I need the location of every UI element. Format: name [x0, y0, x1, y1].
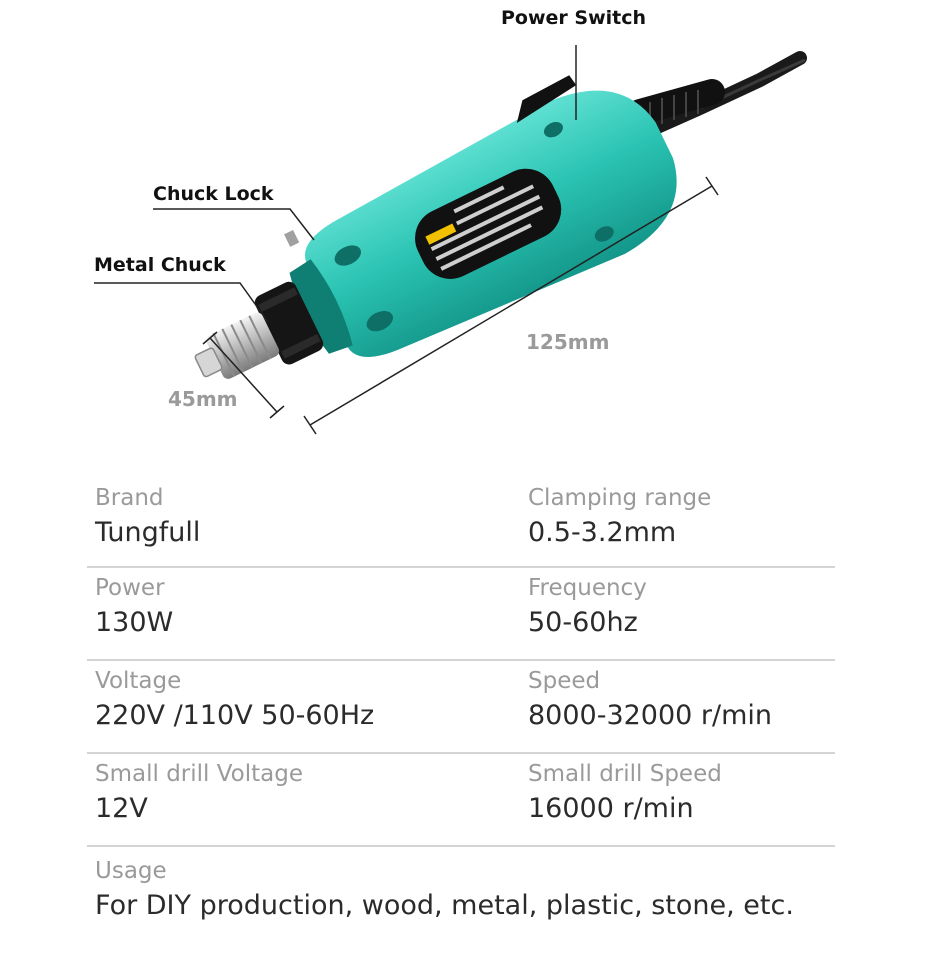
- spec-value: 130W: [95, 607, 174, 638]
- metal-chuck-callout: Metal Chuck: [94, 254, 226, 276]
- spec-row: [87, 478, 835, 568]
- spec-label: Speed: [528, 668, 601, 694]
- spec-cell: [520, 478, 835, 566]
- usage-value: For DIY production, wood, metal, plastic, stone, etc.: [95, 890, 794, 921]
- product-diagram: [0, 0, 930, 450]
- spec-table: [87, 478, 835, 925]
- spec-value: 16000 r/min: [528, 793, 694, 824]
- spec-label: Small drill Voltage: [95, 761, 303, 787]
- length-dimension: 125mm: [526, 330, 610, 354]
- spec-label: Brand: [95, 485, 164, 511]
- chuck-lock-callout: Chuck Lock: [153, 183, 274, 205]
- spec-row: [87, 754, 835, 847]
- spec-value: 12V: [95, 793, 148, 824]
- diameter-dimension: 45mm: [168, 387, 238, 411]
- spec-cell: [87, 754, 520, 845]
- spec-cell: [520, 661, 835, 752]
- spec-cell: [87, 568, 520, 659]
- power-cord: [640, 58, 805, 128]
- spec-value: 0.5-3.2mm: [528, 517, 677, 548]
- spec-label: Clamping range: [528, 485, 712, 511]
- rotary-tool-body: [156, 50, 702, 443]
- spec-cell: [87, 661, 520, 752]
- spec-value: 220V /110V 50-60Hz: [95, 700, 375, 731]
- spec-label: Frequency: [528, 575, 647, 601]
- spec-label: Power: [95, 575, 165, 601]
- spec-row: [87, 568, 835, 661]
- spec-value: 50-60hz: [528, 607, 638, 638]
- usage-section: [87, 847, 835, 925]
- spec-row: [87, 661, 835, 754]
- spec-cell: [87, 478, 520, 566]
- spec-label: Voltage: [95, 668, 182, 694]
- spec-value: 8000-32000 r/min: [528, 700, 773, 731]
- spec-cell: [520, 754, 835, 845]
- power-switch-callout: Power Switch: [501, 7, 647, 29]
- spec-value: Tungfull: [95, 517, 201, 548]
- spec-label: Small drill Speed: [528, 761, 722, 787]
- spec-cell: [520, 568, 835, 659]
- usage-label: Usage: [95, 858, 167, 884]
